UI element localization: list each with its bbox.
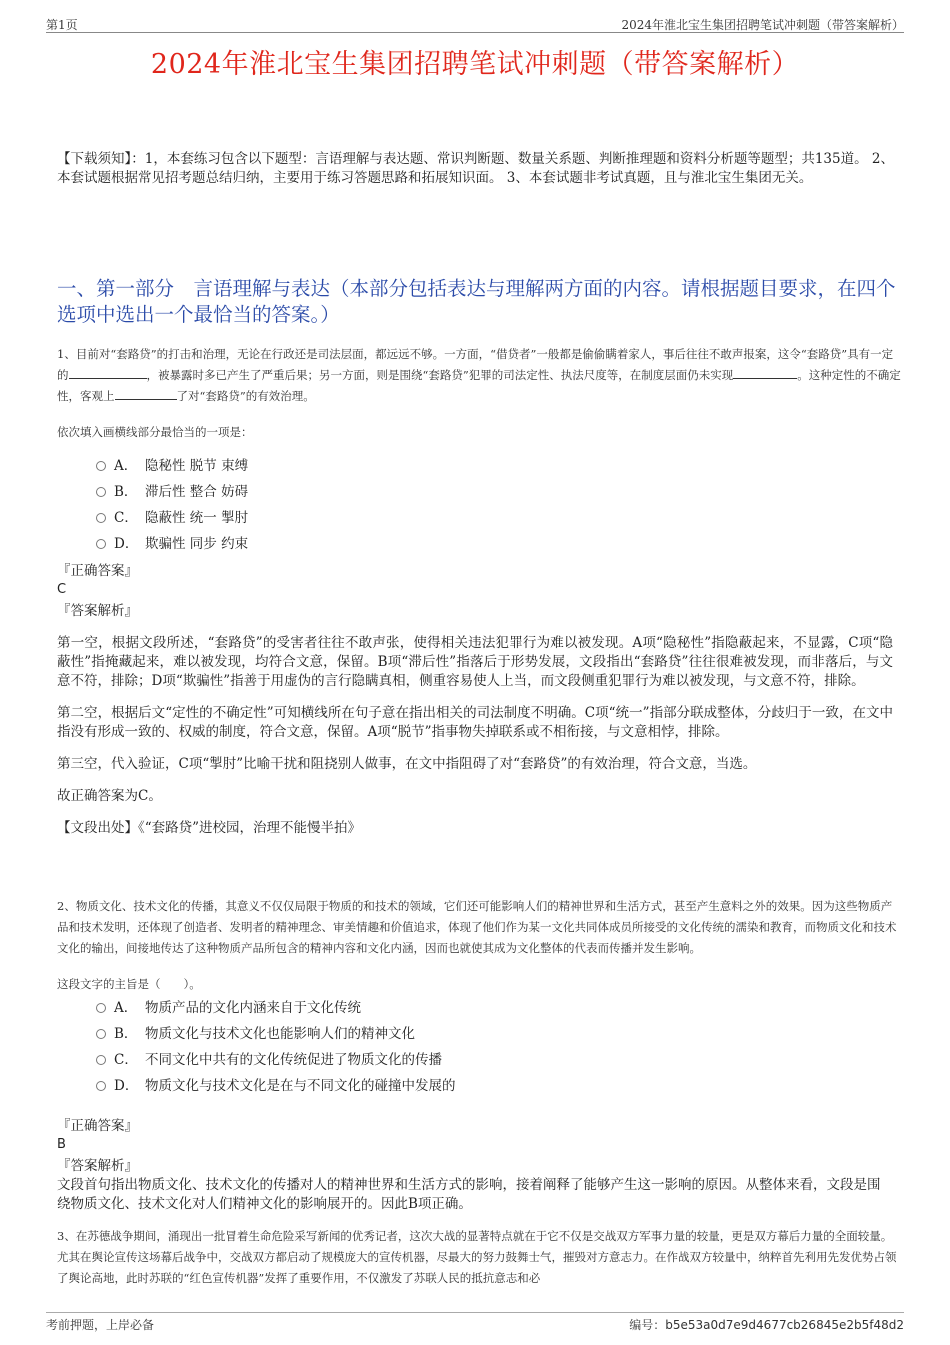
page-header [46,14,904,33]
radio-icon[interactable] [96,1055,106,1065]
download-notice: 【下载须知】：1，本套练习包含以下题型：言语理解与表达题、常识判断题、数量关系题、判断推理题和资料分析题等题型；共135道。 2、本套试题根据常见招考题总结归纳，主要用于练习答题思路和拓展知识面。 3、本套试题非考试真题，且与淮北宝生集团无关。 [57,151,894,186]
question-2-prompt: 这段文字的主旨是（ ）。 [57,977,201,991]
page-number: 第1页 [46,18,78,32]
answer-label: 『正确答案』 [57,563,138,579]
question-2-text: 2、物质文化、技术文化的传播，其意义不仅仅局限于物质的和技术的领域，它们还可能影响人们的精神世界和生活方式，甚至产生意料之外的效果。因为这些物质产品和技术发明，还体现了创造者、发明者的精神理念、审美情趣和价值追求，体现了他们作为某一文化共同体成员所接受的文化传统的濡染和教育，而物质文化和技术文化的输出，间接地传达了这种物质产品所包含的精神内容和文化内涵，因而也就使其成为文化整体的代表而传播并发生影响。 [57,899,897,955]
analysis-paragraph: 故正确答案为C。 [57,788,162,804]
radio-icon[interactable] [96,1029,106,1039]
option-b[interactable]: B． 物质文化与技术文化也能影响人们的精神文化 [96,1021,456,1047]
analysis-label: 『答案解析』 [57,603,138,619]
question-2-analysis: 文段首句指出物质文化、技术文化的传播对人的精神世界和生活方式的影响，接着阐释了能够产生这一影响的原因。从整体来看，文段是围绕物质文化、技术文化对人们精神文化的影响展开的。因此B项正确。 [57,1177,881,1212]
radio-icon[interactable] [96,461,106,471]
question-3-text: 3、在苏德战争期间，涌现出一批冒着生命危险采写新闻的优秀记者，这次大战的显著特点就在于它不仅是交战双方军事力量的较量，更是双方幕后力量的全面较量。尤其在舆论宣传这场幕后战争中，交战双方都启动了规模庞大的宣传机器，尽最大的努力鼓舞士气，摧毁对方意志力。在作战双方较量中，纳粹首先利用先发优势占领了舆论高地，此时苏联的“红色宣传机器”发挥了重要作用，不仅激发了苏联人民的抵抗意志和必 [57,1229,897,1285]
radio-icon[interactable] [96,513,106,523]
page-footer [46,1312,904,1332]
question-1-analysis [57,634,893,851]
analysis-paragraph: 第二空，根据后文“定性的不确定性”可知横线所在句子意在指出相关的司法制度不明确。C项“统一”指部分联成整体，分歧归于一致，在文中指没有形成一致的、权威的制度，符合文意，保留。A项“脱节”指事物失掉联系或不相衔接，与文意相悖，排除。 [57,705,893,740]
blank-1 [69,366,147,379]
radio-icon[interactable] [96,487,106,497]
header-doc-title: 2024年淮北宝生集团招聘笔试冲刺题（带答案解析） [621,18,904,32]
radio-icon[interactable] [96,539,106,549]
source-citation: 【文段出处】《“套路贷”进校园，治理不能慢半拍》 [57,820,362,836]
question-2-options [96,995,456,1099]
option-c[interactable]: C． 隐蔽性 统一 掣肘 [96,505,248,531]
question-1-text: 1、目前对“套路贷”的打击和治理，无论在行政还是司法层面，都远远不够。一方面，“借贷者”一般都是偷偷瞒着家人，事后往往不敢声报案，这令“套路贷”具有一定的 ，被暴露时多已产生了严重后果；另一方面，则是围绕“套路贷”犯罪的司法定性、执法尺度等，在制度层面仍未实现 。这种定性的不确定性，客观上 了对“套路贷”的有效治理。 [57,347,901,403]
blank-2 [733,366,797,379]
radio-icon[interactable] [96,1081,106,1091]
blank-3 [115,387,177,400]
radio-icon[interactable] [96,1003,106,1013]
correct-answer: C [57,582,67,597]
option-a[interactable]: A． 隐秘性 脱节 束缚 [96,453,248,479]
option-b[interactable]: B． 滞后性 整合 妨碍 [96,479,248,505]
option-c[interactable]: C． 不同文化中共有的文化传统促进了物质文化的传播 [96,1047,456,1073]
footer-code: 编号：b5e53a0d7e9d4677cb26845e2b5f48d2 [629,1318,904,1332]
analysis-label: 『答案解析』 [57,1158,138,1174]
analysis-paragraph: 第一空，根据文段所述，“套路贷”的受害者往往不敢声张，使得相关违法犯罪行为难以被发现。A项“隐秘性”指隐蔽起来，不显露，C项“隐蔽性”指掩藏起来，难以被发现，均符合文意，保留。B项“滞后性”指落后于形势发展，文段指出“套路贷”往往很难被发现，而非落后，与文意不符，排除；D项“欺骗性”指善于用虚伪的言行隐瞒真相，侧重容易使人上当，而文段侧重犯罪行为难以被发现，与文意不符，排除。 [57,635,893,689]
answer-label: 『正确答案』 [57,1118,138,1134]
question-1-options [96,453,248,557]
footer-slogan: 考前押题，上岸必备 [46,1318,155,1332]
analysis-paragraph: 第三空，代入验证，C项“掣肘”比喻干扰和阻挠别人做事，在文中指阻碍了对“套路贷”的有效治理，符合文意，当选。 [57,756,757,772]
section-title: 一、第一部分 言语理解与表达（本部分包括表达与理解两方面的内容。请根据题目要求，在四个选项中选出一个最恰当的答案。） [57,277,896,326]
question-1-prompt: 依次填入画横线部分最恰当的一项是： [57,425,253,439]
option-a[interactable]: A． 物质产品的文化内涵来自于文化传统 [96,995,456,1021]
option-d[interactable]: D． 欺骗性 同步 约束 [96,531,248,557]
document-title: 2024年淮北宝生集团招聘笔试冲刺题（带答案解析） [150,49,800,80]
option-d[interactable]: D． 物质文化与技术文化是在与不同文化的碰撞中发展的 [96,1073,456,1099]
correct-answer: B [57,1137,66,1152]
